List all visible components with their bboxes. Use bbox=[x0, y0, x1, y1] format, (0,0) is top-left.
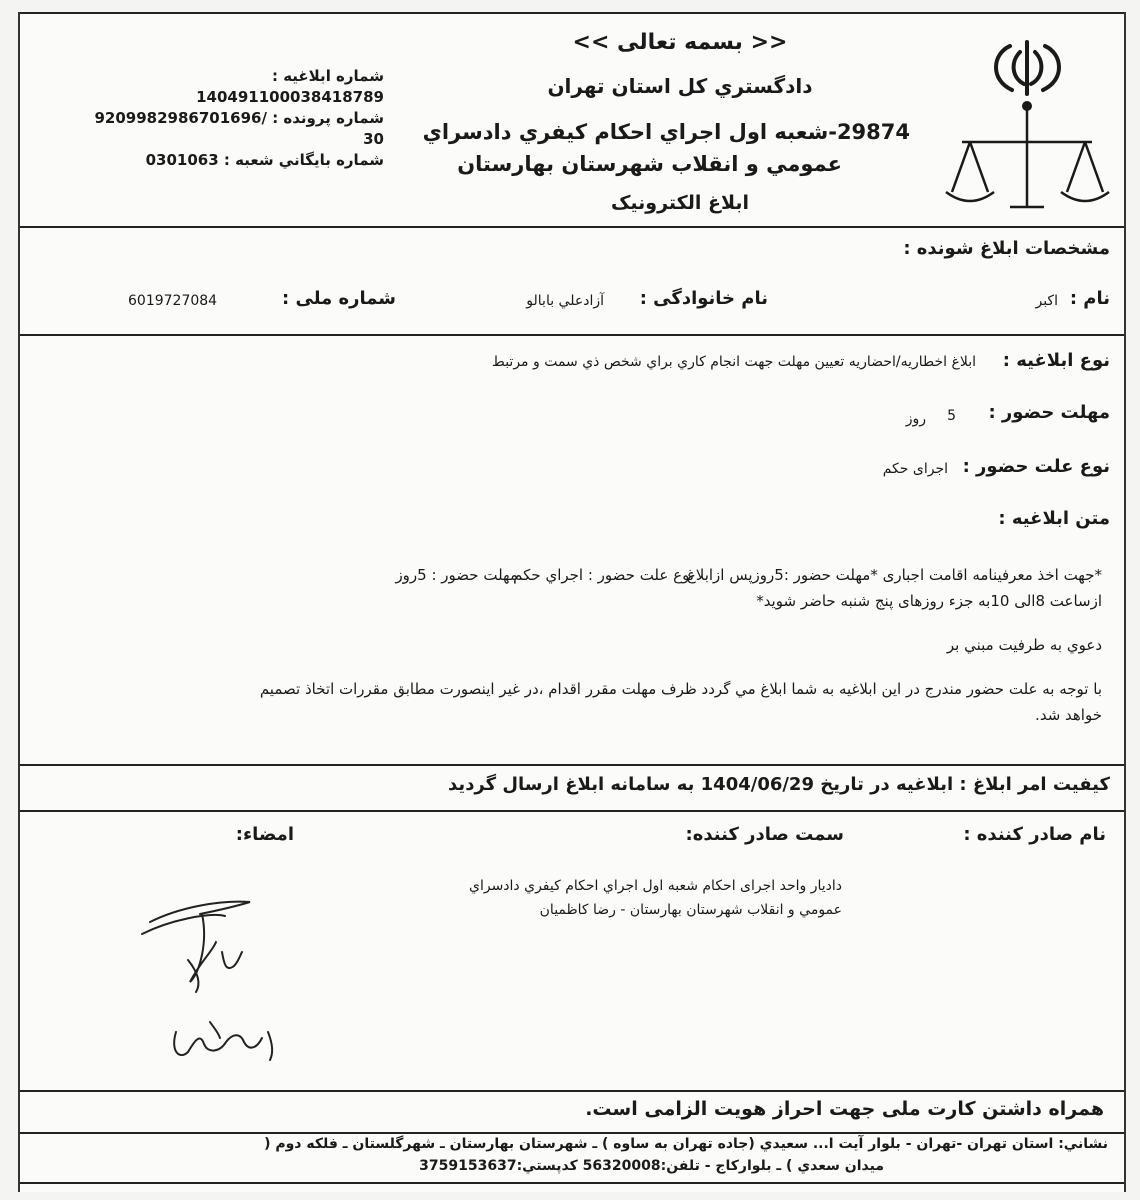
body-line1-a: مهلت حضور : 5روز bbox=[395, 566, 518, 584]
footer-divider bbox=[20, 1090, 1124, 1092]
notice-document bbox=[18, 12, 1126, 1192]
deadline-value: 5 bbox=[947, 408, 956, 424]
address-divider bbox=[20, 1132, 1124, 1134]
paragraph-line2: خواهد شد. bbox=[1035, 706, 1102, 724]
recipient-divider bbox=[20, 334, 1124, 336]
notice-number: 140491100038418789 bbox=[196, 88, 384, 106]
top-border bbox=[20, 12, 1124, 14]
notice-number-label: شماره ابلاغيه : bbox=[271, 67, 384, 85]
body-line1-c: *جهت اخذ معرفینامه اقامت اجباری *مهلت حضور :5روزپس ازابلاغ bbox=[686, 566, 1102, 584]
issuer-position-label: سمت صادر كننده: bbox=[685, 824, 844, 845]
family-label: نام خانوادگی : bbox=[639, 288, 768, 309]
family-value: آزادعلي بابالو bbox=[526, 293, 604, 309]
delivery-top-divider bbox=[20, 764, 1124, 766]
handwritten-signature bbox=[130, 882, 300, 1082]
meta-block bbox=[50, 66, 384, 171]
body-line1-b: نوع علت حضور : اجراي حكم bbox=[513, 566, 694, 584]
claim-line: دعوي به طرفيت مبني بر bbox=[946, 636, 1102, 654]
deadline-unit: روز bbox=[905, 411, 926, 427]
deadline-label: مهلت حضور : bbox=[988, 402, 1110, 423]
branch-line-1: 29874-شعبه اول اجراي احكام كيفري دادسراي bbox=[422, 120, 910, 144]
notice-text-label: متن ابلاغيه : bbox=[998, 508, 1110, 529]
national-id-label: شماره ملی : bbox=[282, 288, 396, 309]
notice-type-value: ابلاغ اخطاريه/احضاريه تعيين مهلت جهت انجام كاري براي شخص ذي سمت و مرتبط bbox=[491, 354, 976, 370]
delivery-bottom-divider bbox=[20, 810, 1124, 812]
issuer-position-line1: دادیار واحد اجرای احکام شعبه اول اجراي احكام كيفري دادسراي bbox=[469, 878, 842, 894]
issuer-position-line2: عمومي و انقلاب شهرستان بهارستان - رضا كاظميان bbox=[539, 902, 842, 918]
id-requirement-note: همراه داشتن كارت ملی جهت احراز هويت الزامی است. bbox=[585, 1098, 1104, 1120]
delivery-status: كيفيت امر ابلاغ : ابلاغيه در تاريخ 1404/06/29 به سامانه ابلاغ ارسال گرديد bbox=[448, 774, 1110, 795]
archive-row bbox=[50, 150, 384, 171]
bottom-border bbox=[20, 1182, 1124, 1184]
case-number-suffix: 30 bbox=[363, 130, 384, 148]
header-divider bbox=[20, 226, 1124, 228]
body-line2: ازساعت 8الی 10به جزء روزهای پنج شنبه حاضر شوید* bbox=[756, 592, 1102, 610]
paragraph-line1: با توجه به علت حضور مندرج در اين ابلاغيه به شما ابلاغ مي گردد ظرف مهلت مقرر اقدام ،در غير اينصورت مطابق مقررات اتخاذ تصميم bbox=[259, 680, 1102, 698]
case-number-row bbox=[50, 108, 384, 129]
archive-number: 0301063 bbox=[145, 151, 219, 169]
case-number: 9209982986701696/ bbox=[94, 109, 267, 127]
branch-line-2: عمومي و انقلاب شهرستان بهارستان bbox=[457, 152, 842, 176]
notice-type-label: نوع ابلاغيه : bbox=[1002, 350, 1110, 371]
case-number-label: شماره پرونده : bbox=[272, 109, 384, 127]
name-value: اكبر bbox=[1035, 293, 1058, 309]
national-id-value: 6019727084 bbox=[128, 293, 218, 309]
iran-emblem-scales-icon bbox=[940, 32, 1115, 217]
document-type: ابلاغ الکترونیک bbox=[610, 192, 750, 214]
address-line2: ميدان سعدي ) ـ بلواركاج - تلفن:56320008 كدپستي:3759153637 bbox=[419, 1158, 884, 1174]
issuer-name-label: نام صادر كننده : bbox=[963, 824, 1106, 845]
reason-label: نوع علت حضور : bbox=[962, 456, 1110, 477]
court-name: دادگستري كل استان تهران bbox=[547, 74, 813, 98]
recipient-section-title: مشخصات ابلاغ شونده : bbox=[903, 238, 1110, 259]
address-line1: نشاني: استان تهران -تهران - بلوار آيت ا... سعيدي (جاده تهران به ساوه ) ـ شهرستان بهارستان ـ شهرگلستان ـ فلكه دوم ( bbox=[264, 1136, 1108, 1152]
archive-label: شماره بايگاني شعبه : bbox=[223, 151, 384, 169]
reason-value: اجرای حکم bbox=[882, 461, 948, 477]
basmala: << بسمه تعالی >> bbox=[572, 30, 788, 55]
signature-label: امضاء: bbox=[235, 824, 294, 845]
name-label: نام : bbox=[1069, 288, 1110, 309]
